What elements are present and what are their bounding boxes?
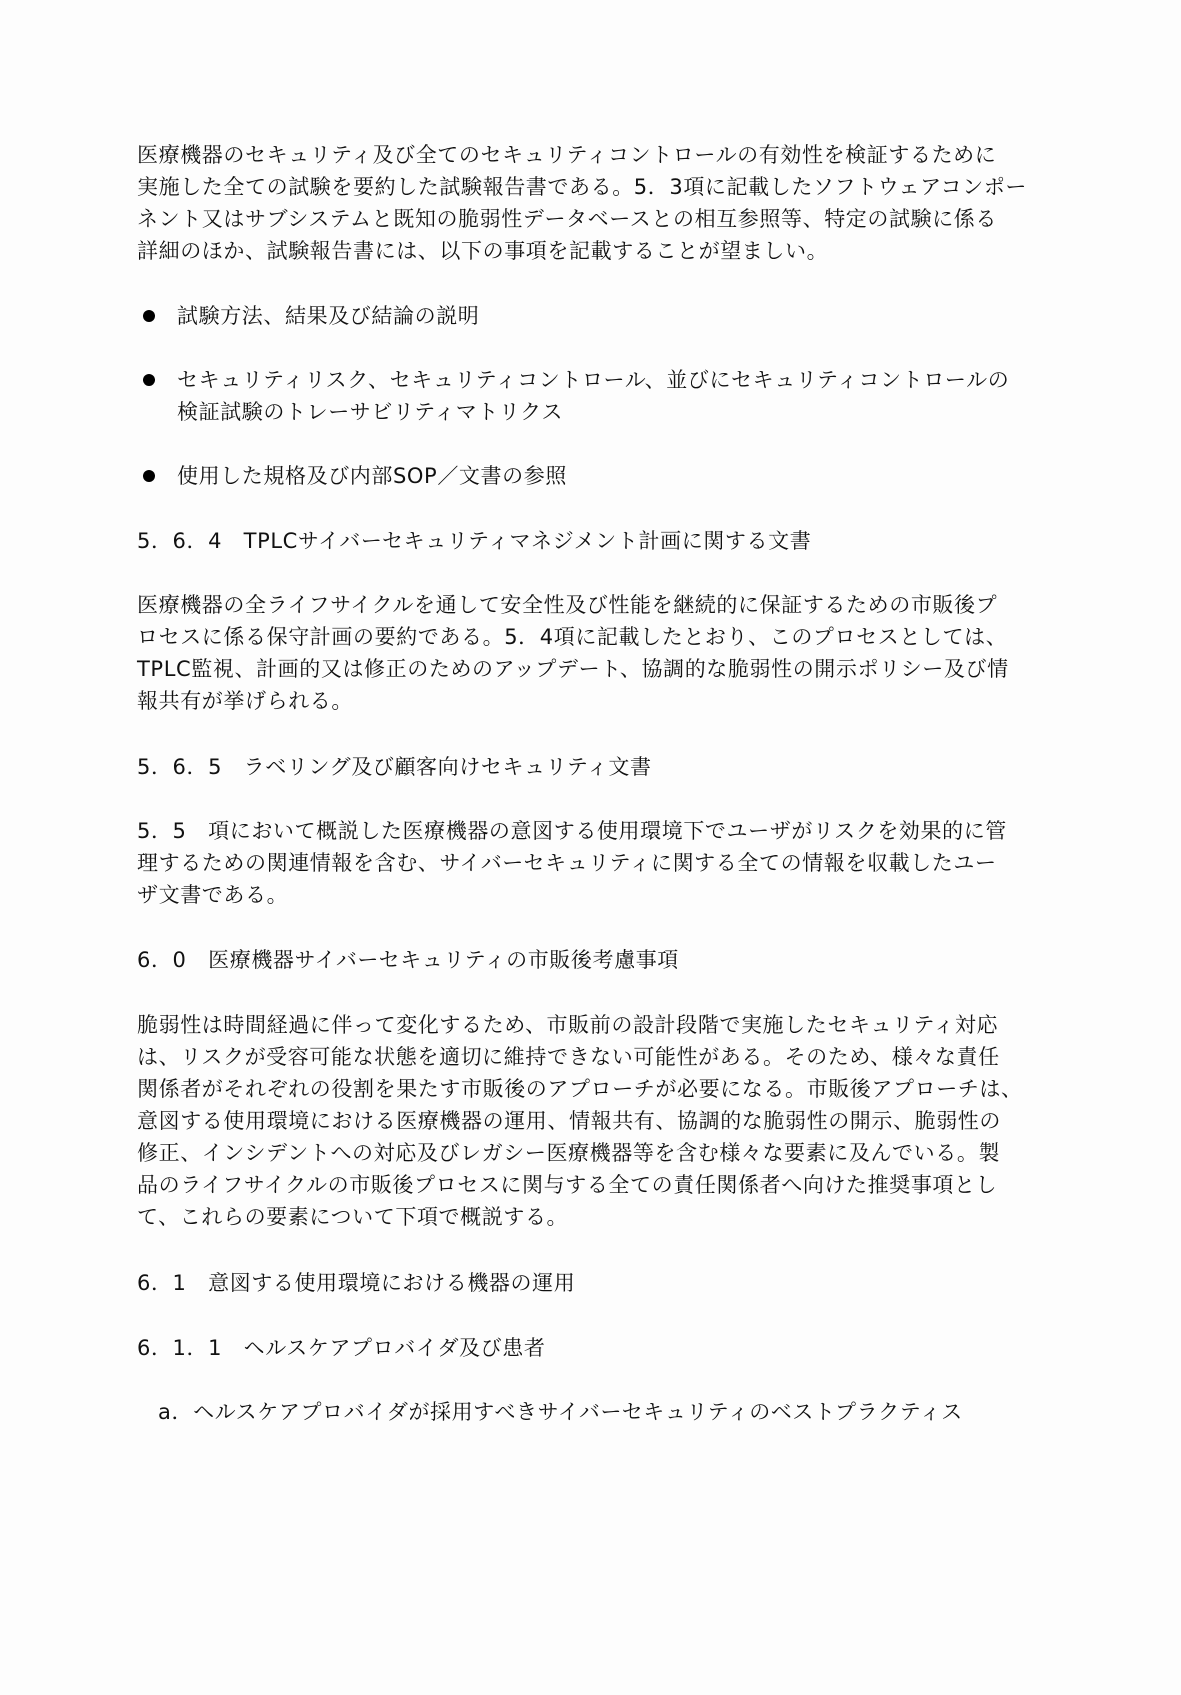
bullet-icon	[143, 470, 155, 482]
bullet-text: 検証試験のトレーサビリティマトリクス	[177, 400, 564, 424]
bullet-icon	[143, 310, 155, 322]
text-line: 理するための関連情報を含む、サイバーセキュリティに関する全ての情報を収載したユー	[137, 851, 997, 875]
bullet-text: 試験方法、結果及び結論の説明	[177, 304, 480, 328]
bullet-text: 使用した規格及び内部SOP／文書の参照	[177, 464, 567, 488]
text-line: 詳細のほか、試験報告書には、以下の事項を記載することが望ましい。	[137, 239, 829, 263]
text-line: 医療機器のセキュリティ及び全てのセキュリティコントロールの有効性を検証するために	[137, 143, 997, 167]
text-line: ロセスに係る保守計画の要約である。5．4項に記載したとおり、このプロセスとしては、	[137, 625, 1008, 649]
section-heading-6-1: 6．1 意図する使用環境における機器の運用	[137, 1271, 576, 1295]
text-line: は、リスクが受容可能な状態を適切に維持できない可能性がある。そのため、様々な責任	[137, 1045, 1000, 1069]
text-line: 実施した全ての試験を要約した試験報告書である。5．3項に記載したソフトウェアコンポー	[137, 175, 1028, 199]
bullet-icon	[143, 374, 155, 386]
sub-item-a: a．ヘルスケアプロバイダが採用すべきサイバーセキュリティのベストプラクティス	[158, 1400, 963, 1424]
text-line: 脆弱性は時間経過に伴って変化するため、市販前の設計段階で実施したセキュリティ対応	[137, 1013, 999, 1037]
text-line: 報共有が挙げられる。	[137, 689, 353, 713]
text-line: 品のライフサイクルの市販後プロセスに関与する全ての責任関係者へ向けた推奨事項とし	[137, 1173, 998, 1197]
bullet-text: セキュリティリスク、セキュリティコントロール、並びにセキュリティコントロールの	[177, 368, 1010, 392]
text-line: 意図する使用環境における医療機器の運用、情報共有、協調的な脆弱性の開示、脆弱性の	[137, 1109, 1001, 1133]
section-heading-5-6-4: 5．6．4 TPLCサイバーセキュリティマネジメント計画に関する文書	[137, 529, 812, 553]
section-heading-6-1-1: 6．1．1 ヘルスケアプロバイダ及び患者	[137, 1336, 546, 1360]
section-heading-6-0: 6．0 医療機器サイバーセキュリティの市販後考慮事項	[137, 948, 679, 972]
text-line: TPLC監視、計画的又は修正のためのアップデート、協調的な脆弱性の開示ポリシー及び情	[137, 657, 1009, 681]
text-line: 関係者がそれぞれの役割を果たす市販後のアプローチが必要になる。市販後アプローチは、	[137, 1077, 1023, 1101]
section-heading-5-6-5: 5．6．5 ラベリング及び顧客向けセキュリティ文書	[137, 755, 652, 779]
text-line: ネント又はサブシステムと既知の脆弱性データベースとの相互参照等、特定の試験に係る	[137, 207, 998, 231]
text-line: 5．5 項において概説した医療機器の意図する使用環境下でユーザがリスクを効果的に管	[137, 819, 1007, 843]
text-line: ザ文書である。	[137, 883, 289, 907]
text-line: 医療機器の全ライフサイクルを通して安全性及び性能を継続的に保証するための市販後プ	[137, 593, 998, 617]
text-line: 修正、インシデントへの対応及びレガシー医療機器等を含む様々な要素に及んでいる。製	[137, 1141, 1001, 1165]
text-line: て、これらの要素について下項で概説する。	[137, 1205, 569, 1229]
